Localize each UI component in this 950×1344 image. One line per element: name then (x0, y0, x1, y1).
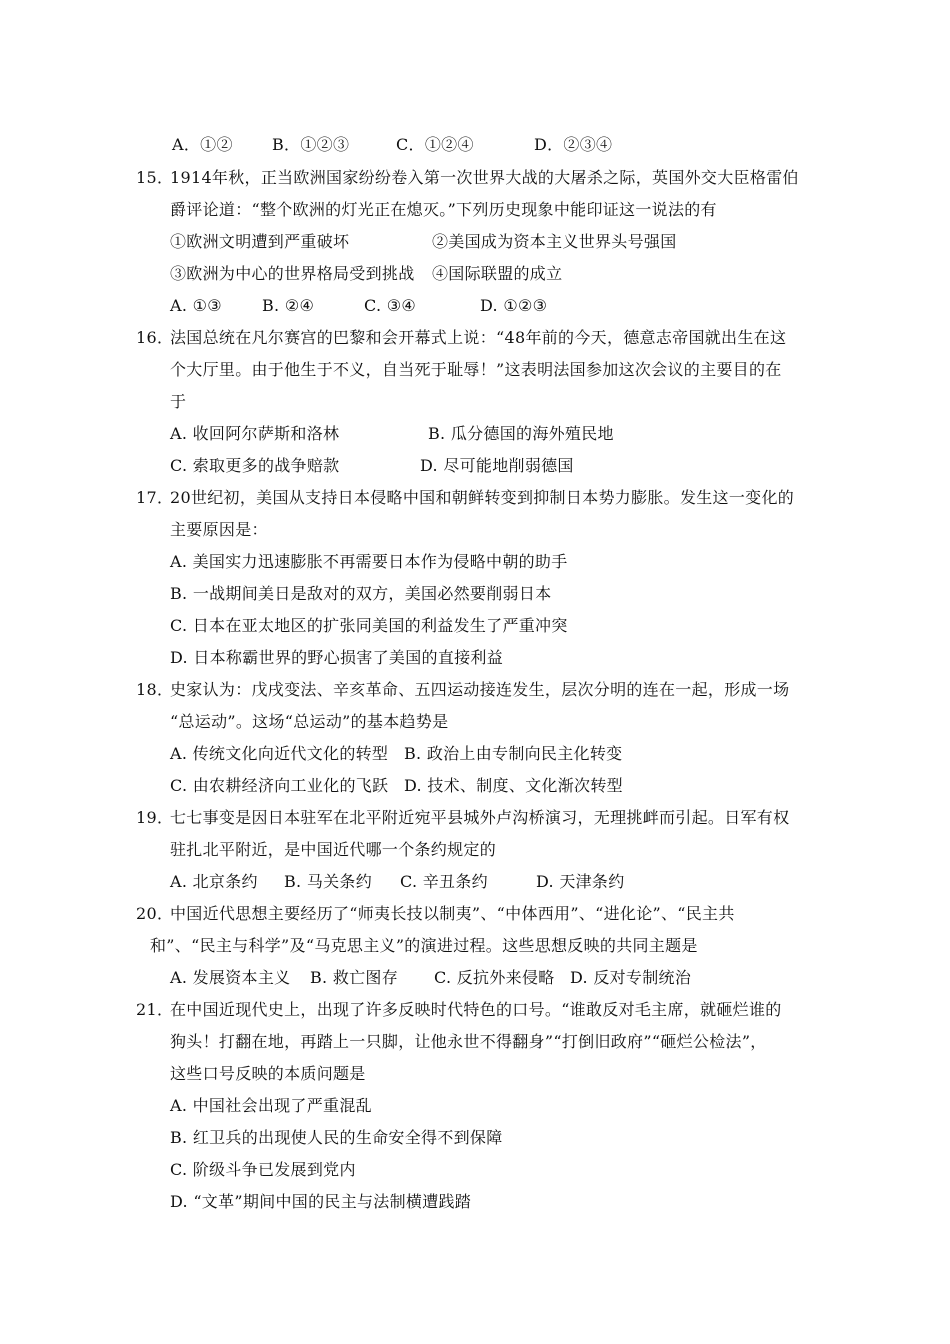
q16-stem-line-1: 法国总统在凡尔赛宫的巴黎和会开幕式上说：“48年前的今天，德意志帝国就出生在这 (170, 328, 787, 347)
q15-item-3: ③欧洲为中心的世界格局受到挑战 (170, 264, 415, 283)
q15-item-4: ④国际联盟的成立 (432, 264, 563, 283)
q15-items-row-2 (170, 264, 562, 284)
q17-option-a: A. 美国实力迅速膨胀不再需要日本作为侵略中朝的助手 (170, 552, 568, 571)
q21-option-a: A. 中国社会出现了严重混乱 (170, 1096, 372, 1115)
q16-options-row-2 (170, 456, 574, 476)
q19-option-c: C. 辛丑条约 (400, 872, 488, 891)
q16-number: 16． (136, 328, 174, 347)
q15-number: 15． (136, 168, 174, 187)
q18-stem-line-2: “总运动”。这场“总运动”的基本趋势是 (170, 712, 449, 731)
q20-option-c: C. 反抗外来侵略 (434, 968, 555, 987)
q14-option-b: B．①②③ (272, 135, 350, 154)
q16-option-c: C. 索取更多的战争赔款 (170, 456, 340, 475)
q17-stem-line-1: 20世纪初，美国从支持日本侵略中国和朝鲜转变到抑制日本势力膨胀。发生这一变化的 (170, 488, 795, 507)
q18-option-d: D. 技术、制度、文化渐次转型 (404, 776, 623, 795)
q19-number: 19． (136, 808, 174, 827)
q21-stem-line-3: 这些口号反映的本质问题是 (170, 1064, 366, 1083)
q14-option-d: D．②③④ (534, 135, 613, 154)
q15-options-row (170, 296, 547, 316)
q15-items-row-1 (170, 232, 677, 252)
q21-option-c: C. 阶级斗争已发展到党内 (170, 1160, 356, 1179)
q21-option-d: D. “文革”期间中国的民主与法制横遭践踏 (170, 1192, 472, 1211)
q15-option-c: C. ③④ (364, 296, 417, 315)
q17-option-c: C. 日本在亚太地区的扩张同美国的利益发生了严重冲突 (170, 616, 568, 635)
q19-stem-line-2: 驻扎北平附近，是中国近代哪一个条约规定的 (170, 840, 497, 859)
q16-option-b: B. 瓜分德国的海外殖民地 (428, 424, 614, 443)
q18-number: 18． (136, 680, 174, 699)
q20-option-b: B. 救亡图存 (310, 968, 399, 987)
q15-stem-line-1: 1914年秋，正当欧洲国家纷纷卷入第一次世界大战的大屠杀之际，英国外交大臣格雷伯 (170, 168, 799, 187)
q20-stem-line-1: 中国近代思想主要经历了“师夷长技以制夷”、“中体西用”、“进化论”、“民主共 (170, 904, 735, 923)
q20-option-a: A. 发展资本主义 (170, 968, 291, 987)
q16-options-row-1 (170, 424, 614, 444)
q16-stem-line-2: 个大厅里。由于他生于不义，自当死于耻辱！”这表明法国参加这次会议的主要目的在 (170, 360, 782, 379)
q18-option-c: C. 由农耕经济向工业化的飞跃 (170, 776, 389, 795)
q21-option-b: B. 红卫兵的出现使人民的生命安全得不到保障 (170, 1128, 503, 1147)
q17-stem-line-2: 主要原因是： (170, 520, 268, 539)
q20-stem-line-2: 和”、“民主与科学”及“马克思主义”的演进过程。这些思想反映的共同主题是 (150, 936, 698, 955)
q15-item-1: ①欧洲文明遭到严重破坏 (170, 232, 350, 251)
q21-number: 21． (136, 1000, 174, 1019)
q15-stem-line-2: 爵评论道：“整个欧洲的灯光正在熄灭。”下列历史现象中能印证这一说法的有 (170, 200, 717, 219)
q15-item-2: ②美国成为资本主义世界头号强国 (432, 232, 677, 251)
q16-option-a: A. 收回阿尔萨斯和洛林 (170, 424, 340, 443)
q15-option-b: B. ②④ (262, 296, 315, 315)
q17-option-b: B. 一战期间美日是敌对的双方，美国必然要削弱日本 (170, 584, 552, 603)
q15-option-a: A. ①③ (170, 296, 222, 315)
q21-stem-line-1: 在中国近现代史上，出现了许多反映时代特色的口号。“谁敢反对毛主席，就砸烂谁的 (170, 1000, 782, 1019)
q19-option-d: D. 天津条约 (536, 872, 625, 891)
q14-option-a: A．①② (172, 135, 233, 154)
q17-option-d: D. 日本称霸世界的野心损害了美国的直接利益 (170, 648, 504, 667)
q18-option-a: A. 传统文化向近代文化的转型 (170, 744, 389, 763)
q18-stem-line-1: 史家认为：戊戌变法、辛亥革命、五四运动接连发生，层次分明的连在一起，形成一场 (170, 680, 790, 699)
q20-option-d: D. 反对专制统治 (570, 968, 692, 987)
q20-options-row (170, 968, 691, 988)
q19-option-b: B. 马关条约 (284, 872, 373, 891)
q18-options-row-1 (170, 744, 622, 764)
q17-number: 17． (136, 488, 174, 507)
q16-option-d: D. 尽可能地削弱德国 (420, 456, 574, 475)
q15-option-d: D. ①②③ (480, 296, 548, 315)
q18-options-row-2 (170, 776, 623, 796)
q19-option-a: A. 北京条约 (170, 872, 258, 891)
q18-option-b: B. 政治上由专制向民主化转变 (404, 744, 623, 763)
q19-options-row (170, 872, 625, 892)
q14-options-row (172, 135, 612, 155)
q14-option-c: C．①②④ (396, 135, 474, 154)
q21-stem-line-2: 狗头！打翻在地，再踏上一只脚，让他永世不得翻身”“打倒旧政府”“砸烂公检法”， (170, 1032, 767, 1051)
q20-number: 20． (136, 904, 174, 923)
q16-stem-line-3: 于 (170, 392, 187, 411)
q19-stem-line-1: 七七事变是因日本驻军在北平附近宛平县城外卢沟桥演习，无理挑衅而引起。日军有权 (170, 808, 790, 827)
